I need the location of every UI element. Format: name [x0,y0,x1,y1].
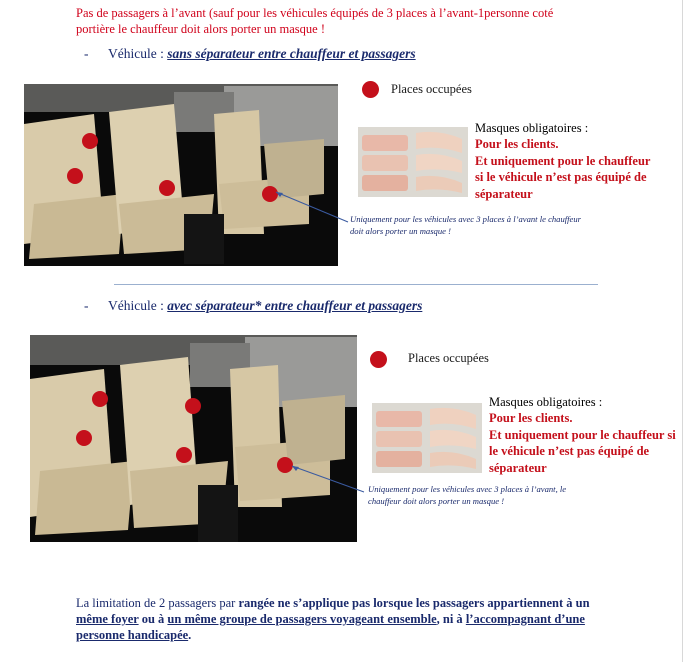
note-arrow-1 [272,186,352,226]
bottom-text-1: La limitation de 2 passagers par [76,596,239,610]
legend-label-2: Places occupées [408,351,489,365]
masks-block-1 [475,120,650,202]
masks-line-1-1: Pour les clients. [475,137,559,151]
masks-title-1: Masques obligatoires : [475,121,589,135]
intro-line-2: portière le chauffeur doit alors porter un masque ! [76,22,325,36]
occupied-seat-legend-dot-2 [370,351,387,368]
bottom-text-4: ou à [138,612,168,626]
bottom-text-5: un même groupe de passagers voyageant ensemble [167,612,437,626]
bottom-text-9: . [188,628,192,642]
driver-note-1 [350,213,581,237]
passenger-limitation-text [76,595,636,643]
vehicle-emphasis-1: sans séparateur entre chauffeur et passagers [167,46,416,61]
vehicle-interior-photo-1 [24,84,338,266]
masks-line-2-3: le véhicule n’est pas équipé de [489,444,650,458]
vehicle-prefix-2: Véhicule : [108,298,168,313]
vehicle-prefix-1: Véhicule : [108,46,168,61]
masks-title-2: Masques obligatoires : [489,395,603,409]
driver-note-2-line-1: Uniquement pour les véhicules avec 3 places à l’avant, le [368,484,567,494]
vehicle-interior-photo-2 [30,335,357,542]
occupied-seat-legend-dot-1 [362,81,379,98]
bottom-text-3: même foyer [76,612,139,626]
masks-line-1-3: si le véhicule n’est pas équipé de [475,170,647,184]
bottom-text-2: rangée ne s’applique pas lorsque les passagers appartiennent à un [238,596,590,610]
vehicle-emphasis-2: avec séparateur* entre chauffeur et passagers [167,298,423,313]
bottom-text-7: l’accompagnant d’une [465,612,585,626]
vehicle-heading-1: - Véhicule : sans séparateur entre chauffeur et passagers [84,46,416,61]
masks-photo-1 [358,127,468,197]
driver-note-1-line-2: doit alors porter un masque ! [350,226,451,236]
masks-line-2-2: Et uniquement pour le chauffeur si [489,427,676,442]
intro-warning [76,5,616,37]
vehicle-heading-2: - Véhicule : avec séparateur* entre chauffeur et passagers [84,298,423,313]
bottom-text-8: personne handicapée [76,628,189,642]
masks-line-2-4: séparateur [489,460,547,475]
section-divider [114,284,598,285]
masks-line-1-4: séparateur [475,186,533,201]
bottom-text-6: , ni à [436,612,466,626]
driver-note-2-line-2: chauffeur doit alors porter un masque ! [368,496,505,506]
note-arrow-2 [288,462,368,498]
legend-label-1: Places occupées [391,82,472,96]
driver-note-2 [368,483,566,507]
driver-note-1-line-1: Uniquement pour les véhicules avec 3 places à l’avant le chauffeur [350,214,582,224]
masks-line-2-1: Pour les clients. [489,411,573,425]
masks-line-1-2: Et uniquement pour le chauffeur [475,153,651,168]
masks-photo-2 [372,403,482,473]
intro-line-1: Pas de passagers à l’avant (sauf pour les véhicules équipés de 3 places à l’avant-1personne coté [76,6,554,20]
page-edge [682,0,683,662]
masks-block-2 [489,394,676,476]
